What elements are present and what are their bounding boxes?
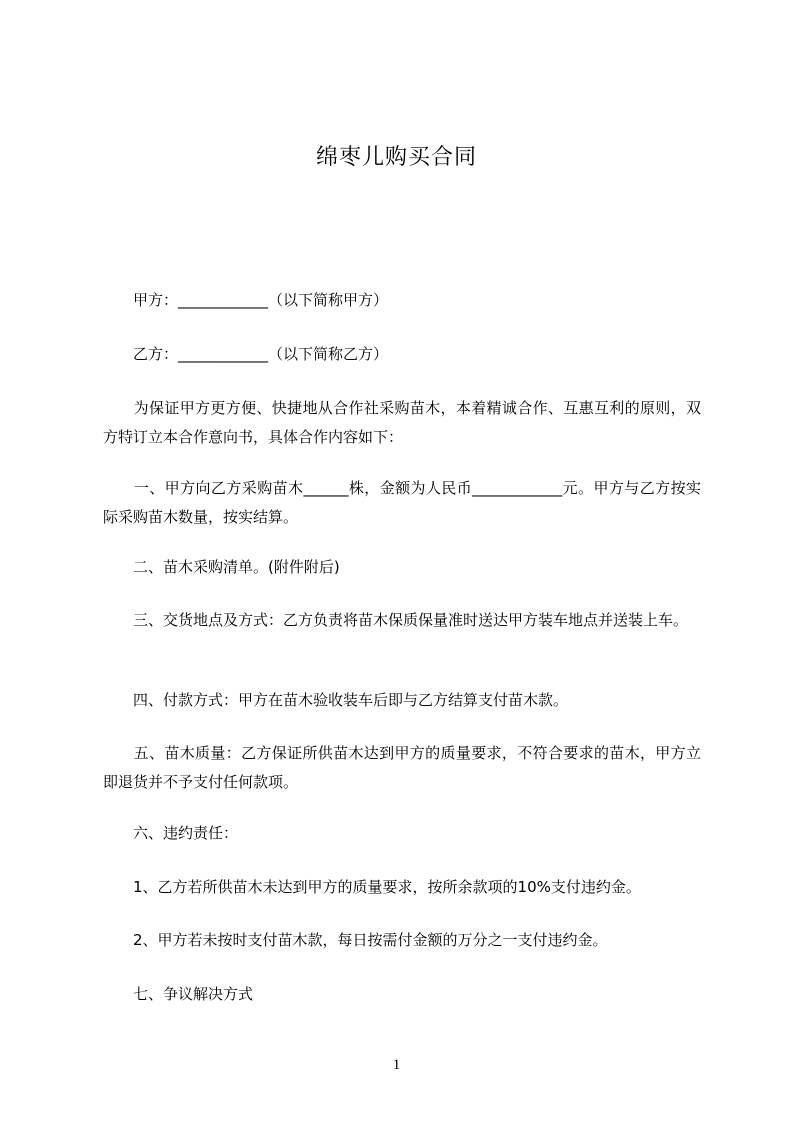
clause-6-item-1: 1、乙方若所供苗木未达到甲方的质量要求，按所余款项的10%支付违约金。 (103, 878, 641, 896)
clause-1-paragraph: 一、甲方向乙方采购苗木______株，金额为人民币____________元。甲方与乙方按实际采购苗木数量，按实结算。 (103, 479, 701, 526)
clause-6-item-2: 2、甲方若未按时支付苗木款，每日按需付金额的万分之一支付违约金。 (103, 931, 608, 949)
party-b-line: 乙方：____________（以下简称乙方） (103, 345, 389, 363)
clause-4-paragraph: 四、付款方式：甲方在苗木验收装车后即与乙方结算支付苗木款。 (103, 691, 569, 709)
party-a-line: 甲方：____________（以下简称甲方） (103, 291, 389, 309)
preamble-paragraph: 为保证甲方更方便、快捷地从合作社采购苗木，本着精诚合作、互惠互利的原则，双方特订立本合作意向书，具体合作内容如下： (103, 399, 701, 446)
document-title: 绵枣儿购买合同 (315, 145, 477, 170)
clause-2-paragraph: 二、苗木采购清单。(附件附后) (103, 558, 340, 576)
clause-6-heading: 六、违约责任： (103, 824, 239, 842)
page-number: 1 (392, 1057, 401, 1073)
clause-3-paragraph: 三、交货地点及方式：乙方负责将苗木保质保量准时送达甲方装车地点并送装上车。 (103, 611, 689, 629)
clause-7-heading: 七、争议解决方式 (103, 985, 254, 1003)
clause-5-paragraph: 五、苗木质量：乙方保证所供苗木达到甲方的质量要求，不符合要求的苗木，甲方立即退货并不予支付任何款项。 (103, 744, 701, 791)
